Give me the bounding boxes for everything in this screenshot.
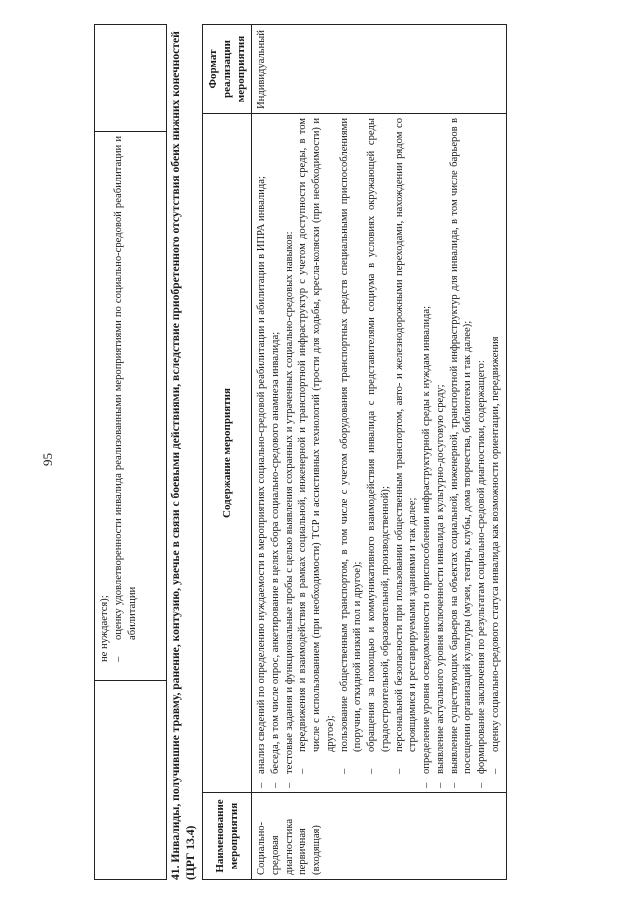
list-item: – персональной безопасности при пользовании общественным транспортом, авто- и железнодорожными переходами, нахождении рядом со строящимися и реставрируемыми зданиями и так далее; (393, 118, 419, 774)
list-item: – пользование общественным транспортом, в том числе с учетом оборудования транспортных средств специальными приспособлениями (поручни, откидной низкий пол и другое); (338, 118, 364, 774)
empty-cell (95, 681, 167, 880)
list-item: – формирование заключения по результатам социально-средовой диагностики, содержащего: (476, 360, 488, 788)
list-item: – беседа, в том числе опрос, анкетирование в целях сбора социально-средового анамнеза инвалида; (269, 331, 281, 788)
header-name: Наименование мероприятия (203, 793, 252, 880)
list-item: – оценку социально-средового статуса инвалида как возможности ориентации, передвижения (490, 336, 502, 774)
list-item: – оценку удовлетворенности инвалида реализованными мероприятиями по социально-средовой реабилитации и абилитации (112, 136, 138, 662)
section-heading: 41. Инвалиды, получившие травму, ранение, контузию, увечье в связи с боевыми действиями, вследствие приобретенного отсутствия обеих нижних конечностей (ЦРГ 13.4) (169, 31, 198, 880)
continuation-table (94, 24, 167, 880)
measures-table (202, 24, 507, 880)
list-item: – выявление актуального уровня включенности инвалида в культурно-досуговую среду; (434, 384, 446, 788)
list-item: – анализ сведений по определению нуждаемости в мероприятиях социально-средовой реабилитации и абилитации в ИПРА инвалида; (256, 176, 267, 788)
list-item: – обращения за помощью и коммуникативного взаимодействия инвалида с представителями социума в условиях окружающей среды (градостроительной, образовательной, производственной); (366, 118, 391, 774)
table-row (252, 25, 507, 880)
header-format: Формат реализации мероприятия (203, 25, 252, 114)
measure-format: Индивидуальный (252, 25, 507, 114)
list-item: – определение уровня осведомленности о приспособлении инфраструктурной среды к нуждам инвалида; (421, 305, 433, 788)
list-item: – передвижения и взаимодействия в рамках социальной, инженерной и транспортной инфраструктур с учетом доступности среды, в том числе с использованием (при необходимости) ТСР и ассистивных технологий (трости для ходьбы, кресла-коляски (при необходимости) и другое); (297, 118, 336, 774)
header-content: Содержание мероприятия (203, 114, 252, 793)
list-item: не нуждается); (99, 595, 110, 662)
continuation-cell (95, 132, 167, 681)
list-item: – выявление существующих барьеров на объектах социальной, инженерной, транспортной инфраструктур для инвалида, в том числе барьеров в посещении организаций культуры (музеи, театры, клубы, дома творчества, библиотеки и так далее); (448, 118, 474, 788)
measure-content (252, 114, 507, 793)
list-item: – тестовые задания и функциональные пробы с целью выявления сохранных и утраченных социально-средовых навыков: (283, 231, 295, 788)
table-header-row (203, 25, 252, 880)
measure-name: Социально-средовая диагностика первичная (входящая) (252, 793, 507, 880)
page-number: 95 (40, 453, 55, 466)
empty-cell (95, 25, 167, 132)
table-row (95, 25, 167, 880)
